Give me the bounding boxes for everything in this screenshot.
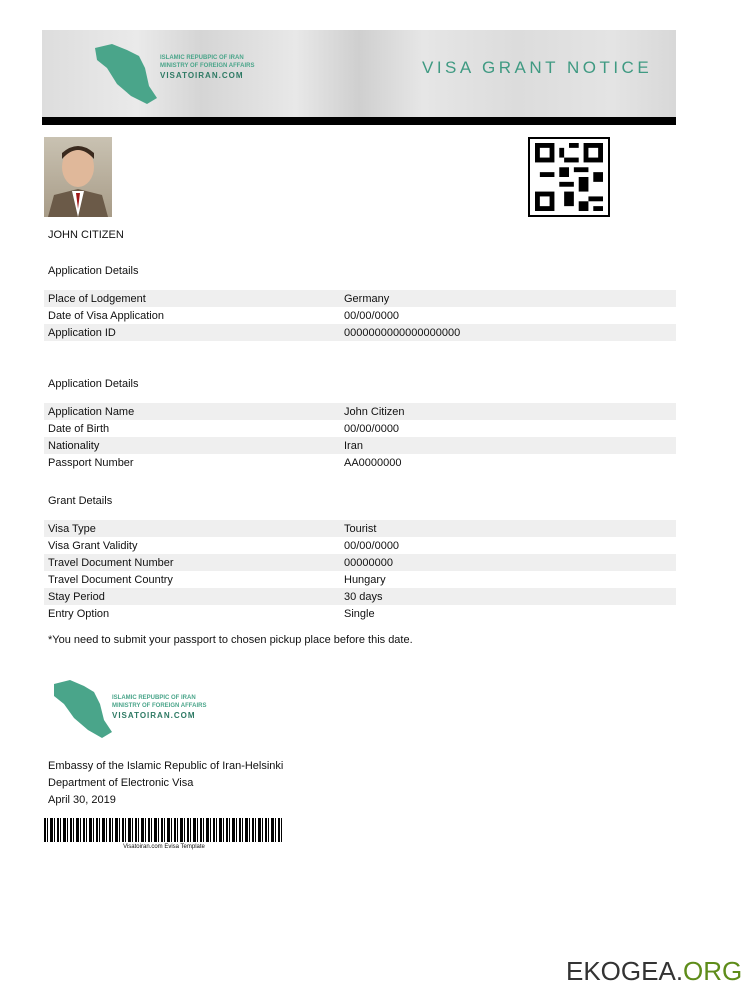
row-label: Stay Period <box>48 590 105 603</box>
row-label: Application Name <box>48 405 135 418</box>
row-value: Tourist <box>344 522 377 535</box>
table-row <box>44 588 676 605</box>
table-row <box>44 554 676 571</box>
table-row <box>44 520 676 537</box>
row-value: John Citizen <box>344 405 405 418</box>
logo-line-2: MINISTRY OF FOREIGN AFFAIRS <box>160 63 255 70</box>
applicant-details-table <box>44 403 676 471</box>
row-label: Visa Type <box>48 522 96 535</box>
logo-line-3: VISATOIRAN.COM <box>160 71 244 81</box>
row-value: 00/00/0000 <box>344 422 400 435</box>
section-title: Grant Details <box>48 495 113 507</box>
watermark-part1: EKOGEA. <box>566 956 684 986</box>
table-row <box>44 403 676 420</box>
row-value: Iran <box>344 439 363 452</box>
table-row <box>44 537 676 554</box>
table-row <box>44 290 676 307</box>
logo-line-1: ISLAMIC REPUBPIC OF IRAN <box>160 55 244 61</box>
row-label: Travel Document Number <box>48 556 174 569</box>
grant-details-table <box>44 520 676 622</box>
application-details-table <box>44 290 676 341</box>
row-value: 0000000000000000000 <box>344 326 461 339</box>
row-value: Germany <box>344 292 390 305</box>
watermark <box>566 956 742 987</box>
section-title: Application Details <box>48 378 139 390</box>
table-row <box>44 307 676 324</box>
department-name: Department of Electronic Visa <box>48 777 194 789</box>
applicant-photo <box>44 137 112 217</box>
section-title: Application Details <box>48 265 139 277</box>
row-label: Application ID <box>48 326 116 339</box>
logo-line-3: VISATOIRAN.COM <box>112 711 196 721</box>
row-value: Hungary <box>344 573 386 586</box>
row-value: 00/00/0000 <box>344 539 400 552</box>
table-row <box>44 571 676 588</box>
iran-map-icon <box>48 676 118 748</box>
logo-line-1: ISLAMIC REPUBPIC OF IRAN <box>112 695 196 701</box>
row-label: Travel Document Country <box>48 573 173 586</box>
watermark-part2: ORG <box>683 956 742 986</box>
row-value: 00/00/0000 <box>344 309 400 322</box>
barcode-text: Visatoiran.com Evisa Template <box>123 844 205 850</box>
row-label: Date of Visa Application <box>48 309 164 322</box>
divider <box>42 117 676 125</box>
table-row <box>44 324 676 341</box>
qr-code <box>528 137 610 217</box>
iran-map-icon <box>87 38 167 110</box>
row-label: Nationality <box>48 439 100 452</box>
footer-logo <box>48 676 238 748</box>
header-logo-text <box>160 54 254 82</box>
row-label: Place of Lodgement <box>48 292 146 305</box>
table-row <box>44 605 676 622</box>
row-label: Passport Number <box>48 456 134 469</box>
row-value: 00000000 <box>344 556 393 569</box>
row-label: Visa Grant Validity <box>48 539 138 552</box>
row-value: Single <box>344 607 375 620</box>
table-row <box>44 454 676 471</box>
logo-line-2: MINISTRY OF FOREIGN AFFAIRS <box>112 703 207 710</box>
applicant-name: JOHN CITIZEN <box>48 229 124 241</box>
table-row <box>44 437 676 454</box>
table-row <box>44 420 676 437</box>
row-value: AA0000000 <box>344 456 402 469</box>
barcode <box>44 818 284 842</box>
page-title: VISA GRANT NOTICE <box>422 58 653 77</box>
row-label: Entry Option <box>48 607 110 620</box>
passport-note: *You need to submit your passport to chosen pickup place before this date. <box>48 634 413 646</box>
footer-logo-text <box>112 694 206 722</box>
row-label: Date of Birth <box>48 422 110 435</box>
embassy-name: Embassy of the Islamic Republic of Iran-Helsinki <box>48 760 284 772</box>
row-value: 30 days <box>344 590 383 603</box>
issue-date: April 30, 2019 <box>48 794 116 806</box>
